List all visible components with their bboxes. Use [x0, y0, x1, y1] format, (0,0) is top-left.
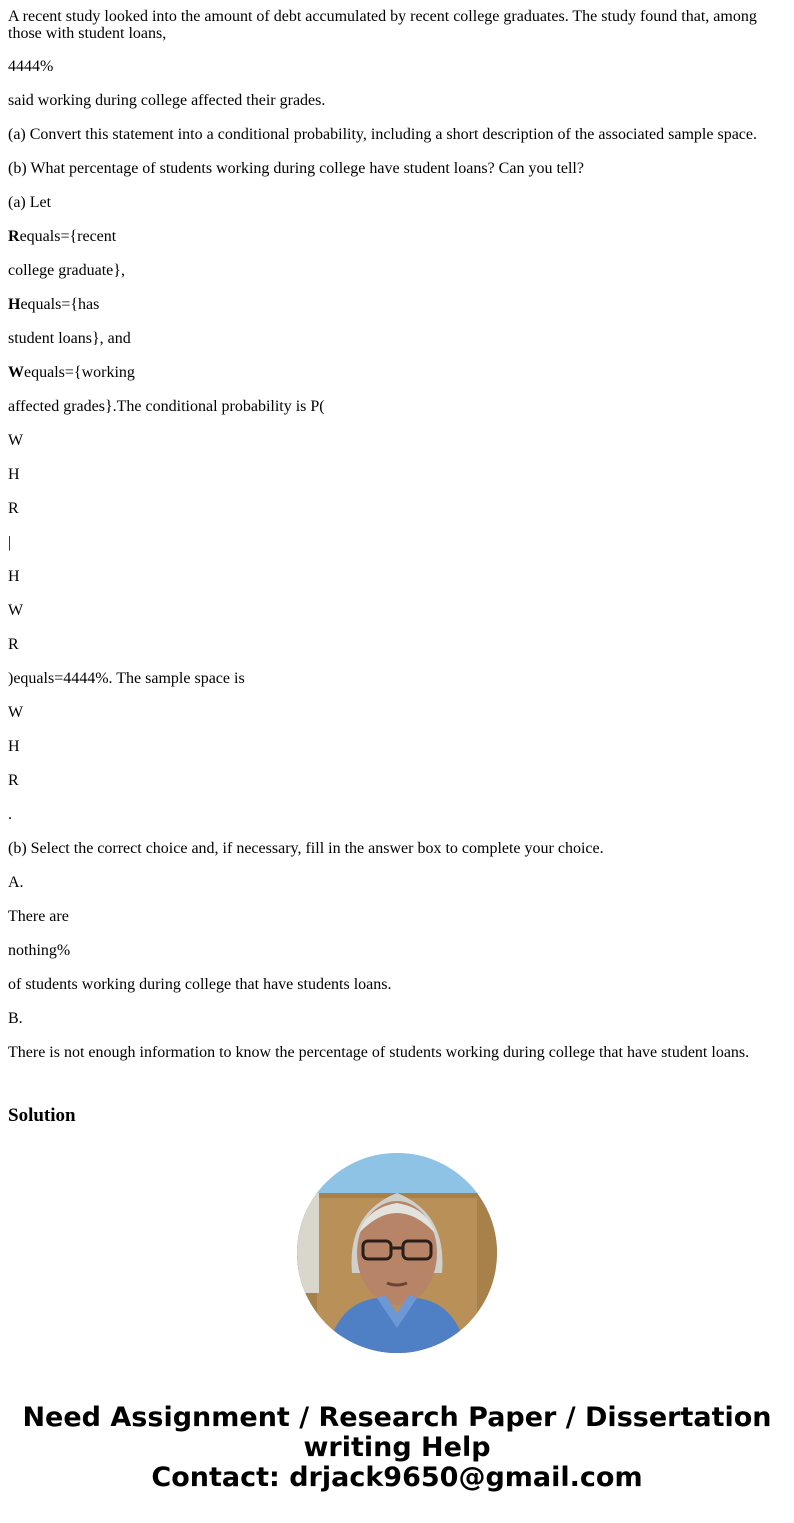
- blank1-option-h[interactable]: H: [8, 466, 20, 483]
- w-definition-cont: affected grades}.The conditional probability is P(: [8, 398, 325, 415]
- given-bar: |: [8, 534, 12, 551]
- w-definition: [8, 364, 786, 382]
- w-definition-text: equals={working: [24, 364, 135, 381]
- promo-line-1: Need Assignment / Research Paper / Dissertation: [22, 1402, 772, 1433]
- blank1-option-r[interactable]: R: [8, 500, 19, 517]
- blank3-option-w[interactable]: W: [8, 704, 24, 721]
- choice-a-text: There are: [8, 908, 69, 925]
- w-variable: W: [8, 364, 24, 381]
- h-definition-cont: student loans}, and: [8, 330, 131, 347]
- choice-a-answer-box[interactable]: nothing%: [8, 942, 71, 959]
- h-variable: H: [8, 296, 21, 313]
- choice-a-label[interactable]: A.: [8, 874, 24, 891]
- author-photo-illustration: [297, 1153, 497, 1353]
- blank3-option-r[interactable]: R: [8, 772, 19, 789]
- equals-line: )equals=4444%. The sample space is: [8, 670, 245, 687]
- blank3-option-h[interactable]: H: [8, 738, 20, 755]
- blank2-option-r[interactable]: R: [8, 636, 19, 653]
- r-definition-text: equals={recent: [19, 228, 117, 245]
- choice-a-text-end: of students working during college that have students loans.: [8, 976, 392, 993]
- blank2-option-h[interactable]: H: [8, 568, 20, 585]
- r-variable: R: [8, 228, 20, 245]
- question-content: [8, 8, 786, 1062]
- r-definition-cont: college graduate},: [8, 262, 125, 279]
- finding-text: said working during college affected their grades.: [8, 92, 326, 109]
- r-definition: [8, 228, 786, 246]
- promo-line-2: writing Help: [303, 1432, 491, 1463]
- blank2-option-w[interactable]: W: [8, 602, 24, 619]
- select-instruction: (b) Select the correct choice and, if necessary, fill in the answer box to complete your choice.: [8, 840, 604, 857]
- period: .: [8, 806, 12, 823]
- solution-heading: Solution: [8, 1105, 76, 1126]
- percent-value: 4444%: [8, 58, 54, 75]
- choice-b-label[interactable]: B.: [8, 1010, 23, 1027]
- choice-b-text: There is not enough information to know the percentage of students working during college that have student loans.: [8, 1044, 750, 1061]
- part-a-prompt: (a) Convert this statement into a conditional probability, including a short description of the associated sample space.: [8, 126, 757, 143]
- promo-contact[interactable]: Contact: drjack9650@gmail.com: [151, 1462, 643, 1493]
- h-definition: [8, 296, 786, 314]
- h-definition-text: equals={has: [20, 296, 100, 313]
- let-text: (a) Let: [8, 194, 52, 211]
- author-avatar: [297, 1153, 497, 1353]
- blank1-option-w[interactable]: W: [8, 432, 24, 449]
- question-intro: A recent study looked into the amount of debt accumulated by recent college graduates. The study found that, among those with student loans,: [8, 8, 757, 42]
- part-b-prompt: (b) What percentage of students working during college have student loans? Can you tell?: [8, 160, 584, 177]
- promo-banner: [0, 1403, 794, 1493]
